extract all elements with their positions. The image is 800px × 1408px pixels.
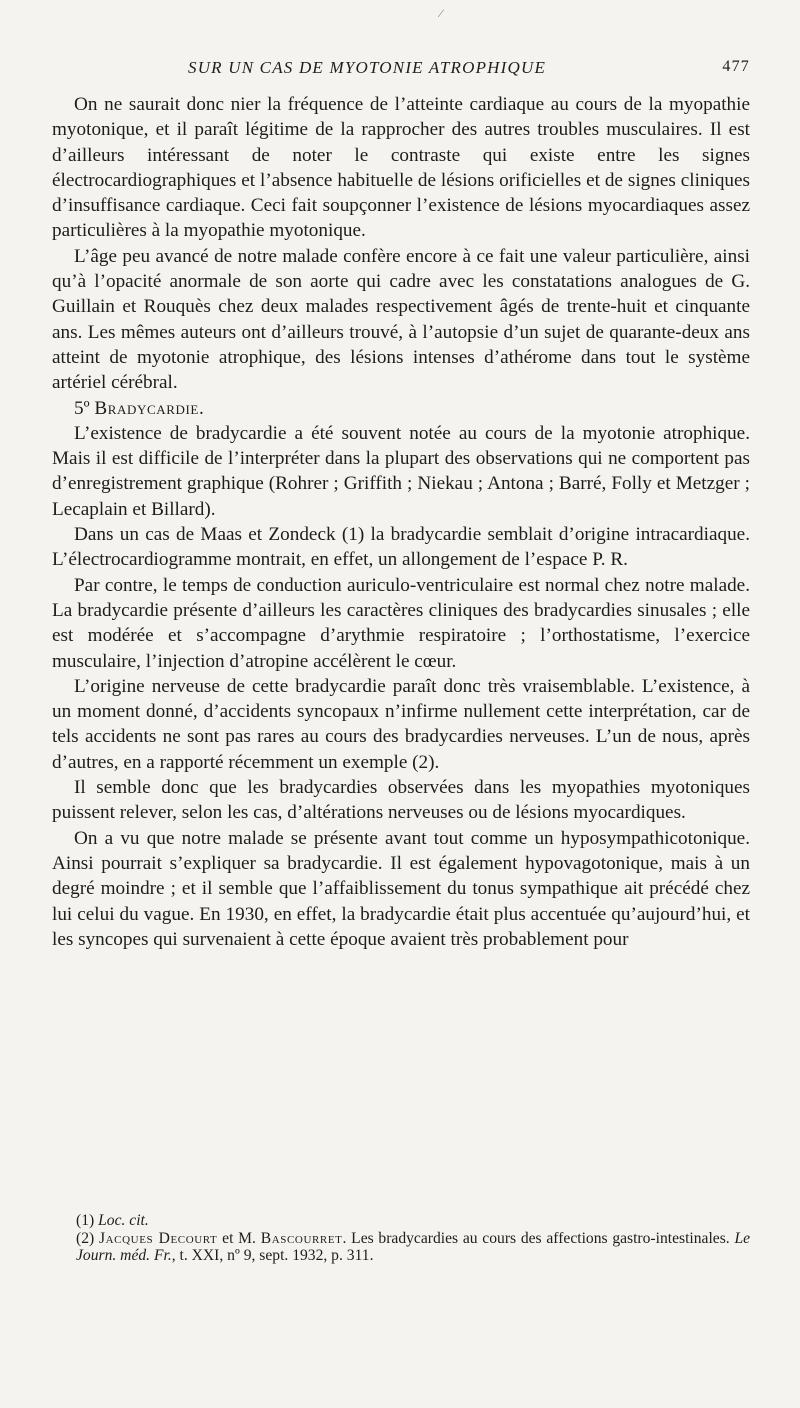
paragraph: Il semble donc que les bradycardies observées dans les myopathies myotoniques puissent relever, selon les cas, d’altérations nerveuses ou de lésions myocardiques. bbox=[52, 777, 750, 824]
page bbox=[52, 0, 750, 1408]
paragraph: On a vu que notre malade se présente avant tout comme un hyposympathicotonique. Ainsi pourrait s’expliquer sa bradycardie. Il est également hypovagotonique, mais à un degré moindre ; et il semble que l’affaiblissement du tonus sympathique ait précédé chez lui celui du vague. En 1930, en effet, la bradycardie était plus accentuée qu’aujourd’hui, et les syncopes qui survenaient à cette époque avaient très probablement pour bbox=[52, 827, 750, 950]
section-heading bbox=[52, 396, 750, 421]
footnote-conjunction: et M. bbox=[222, 1229, 256, 1247]
footnote-reference: , t. XXI, nº 9, sept. 1932, p. 311. bbox=[171, 1247, 374, 1264]
footnote-number: (1) bbox=[76, 1212, 95, 1229]
paragraph: L’âge peu avancé de notre malade confère encore à ce fait une valeur particulière, ainsi qu’à l’opacité anormale de son aorte qui cadre avec les constatations analogues de G. Guillain et Rouquès chez deux malades respectivement âgés de trente-huit et cinquante ans. Les mêmes auteurs ont d’ailleurs trouvé, à l’autopsie d’un sujet de quarante-deux ans atteint de myotonie atrophique, des lésions intenses d’athérome dans tout le système artériel cérébral. bbox=[52, 245, 750, 394]
paragraph: L’origine nerveuse de cette bradycardie paraît donc très vraisemblable. L’existence, à un moment donné, d’accidents syncopaux n’infirme nullement cette interprétation, car de tels accidents ne sont pas rares au cours des bradycardies nerveuses. L’un de nous, après d’autres, en a rapporté récemment un exemple (2). bbox=[52, 675, 750, 773]
body-text bbox=[52, 92, 750, 952]
footnote-number: (2) bbox=[76, 1229, 95, 1247]
footnote-2 bbox=[76, 1230, 750, 1265]
paragraph: Dans un cas de Maas et Zondeck (1) la bradycardie semblait d’origine intracardiaque. L’électrocardiogramme montrait, en effet, un allongement de l’espace P. R. bbox=[52, 524, 750, 571]
section-title: Bradycardie. bbox=[94, 397, 205, 419]
paragraph: Par contre, le temps de conduction auriculo-ventriculaire est normal chez notre malade. La bradycardie présente d’ailleurs les caractères cliniques des bradycardies sinusales ; elle est modérée et s’accompagne d’arythmie respiratoire ; l’orthostatisme, l’exercice musculaire, l’injection d’atropine accélèrent le cœur. bbox=[52, 574, 750, 672]
page-number: 477 bbox=[722, 58, 750, 75]
footnote-author: Bascourret bbox=[260, 1229, 343, 1247]
running-title: SUR UN CAS DE MYOTONIE ATROPHIQUE bbox=[188, 58, 547, 77]
footnote-text: Loc. cit. bbox=[98, 1212, 149, 1229]
footnotes bbox=[76, 1212, 750, 1265]
paragraph: L’existence de bradycardie a été souvent notée au cours de la myotonie atrophique. Mais il est difficile de l’interpréter dans la plupart des observations qui ne comportent pas d’enregistrement graphique (Rohrer ; Griffith ; Niekau ; Antona ; Barré, Folly et Metzger ; Lecaplain et Billard). bbox=[52, 422, 750, 520]
section-number: 5º bbox=[74, 397, 90, 419]
footnote-text: . Les bradycardies au cours des affections gastro-intestinales. bbox=[342, 1229, 730, 1247]
page-header bbox=[52, 58, 750, 82]
paragraph: On ne saurait donc nier la fréquence de l’atteinte cardiaque au cours de la myopathie myotonique, et il paraît légitime de la rapprocher des autres troubles musculaires. Il est d’ailleurs intéressant de noter le contraste qui existe entre les signes électrocardiographiques et l’absence habituelle de lésions orificielles et de signes cliniques d’insuffisance cardiaque. Ceci fait soupçonner l’existence de lésions myocardiaques assez particulières à la myopathie myotonique. bbox=[52, 94, 750, 242]
stray-mark: ⁄ bbox=[440, 6, 443, 20]
footnote-journal: Le Journ. méd. Fr. bbox=[76, 1229, 751, 1264]
footnote-author: Jacques Decourt bbox=[98, 1229, 218, 1247]
footnote-1 bbox=[76, 1212, 750, 1230]
